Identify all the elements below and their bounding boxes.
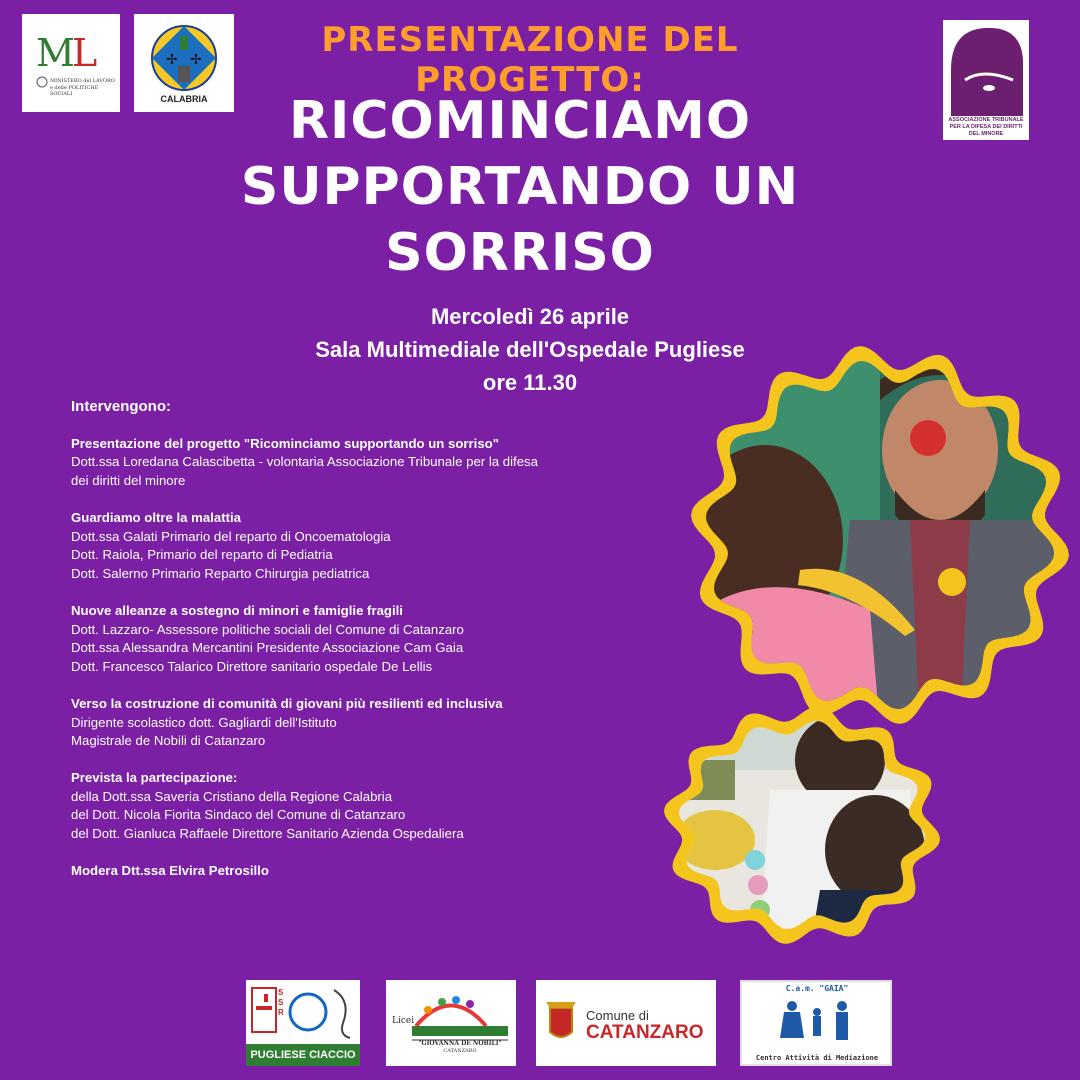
event-place: Sala Multimediale dell'Ospedale Pugliese (315, 337, 745, 362)
section-line: della Dott.ssa Saveria Cristiano della Regione Calabria (71, 788, 393, 804)
section-line: Dott. Lazzaro- Assessore politiche sociali del Comune di Catanzaro (71, 621, 464, 637)
tribunale-logo (943, 20, 1029, 140)
calabria-label: CALABRIA (160, 94, 208, 104)
comune-line1: Comune di (586, 1008, 649, 1023)
event-date: Mercoledì 26 aprile (430, 304, 630, 329)
svg-text:✢: ✢ (190, 52, 202, 68)
section-title: Prevista la partecipazione: (71, 770, 238, 786)
title-line-1: RICOMINCIAMO (288, 91, 752, 151)
liceo-city: CATANZARO (443, 1048, 477, 1054)
family-icon (742, 994, 892, 1054)
kids-photo (660, 700, 945, 950)
svg-text:✢: ✢ (166, 52, 178, 68)
page-title (220, 88, 820, 286)
catanzaro-crest-icon (536, 980, 586, 1066)
event-time: ore 11.30 (482, 370, 578, 395)
svg-text:L: L (72, 31, 98, 75)
moderator: Modera Dtt.ssa Elvira Petrosillo (71, 863, 269, 879)
liceo-label: Licei (392, 1016, 415, 1026)
comune-line2: CATANZARO (586, 1022, 704, 1043)
ministero-line2: e delle POLITICHE SOCIALI (50, 85, 99, 97)
ministero-logo (22, 14, 120, 112)
title-line-3: SORRISO (385, 223, 655, 283)
program-section (71, 435, 541, 491)
program-section (71, 769, 541, 843)
section-title: Nuove alleanze a sostegno di minori e famiglie fragili (71, 602, 403, 618)
section-line: Dott. Francesco Talarico Direttore sanitario ospedale De Lellis (71, 658, 433, 674)
liceo-logo (386, 980, 516, 1066)
gaia-subtitle: Centro Attività di Mediazione (755, 1054, 879, 1062)
tribunale-line2: PER LA DIFESA DEI DIRITTI (949, 124, 1023, 130)
section-line: Dott. Raiola, Primario del reparto di Pediatria (71, 547, 333, 563)
program-section (71, 509, 541, 583)
program (71, 398, 541, 881)
program-section (71, 602, 541, 676)
tribunale-line1: ASSOCIAZIONE TRIBUNALE (948, 117, 1024, 123)
section-title: Guardiamo oltre la malattia (71, 509, 242, 525)
ssr-label: SSR (278, 988, 284, 1017)
section-line: Dott.ssa Galati Primario del reparto di Oncoematologia (71, 528, 391, 544)
section-line: Dirigente scolastico dott. Gagliardi dell'Istituto (71, 714, 337, 730)
section-line: del Dott. Gianluca Raffaele Direttore Sanitario Azienda Ospedaliera (71, 826, 464, 842)
child-face-icon (943, 20, 1029, 116)
pugliese-label: PUGLIESE CIACCIO (246, 1044, 360, 1066)
program-section (71, 695, 541, 751)
liceo-name: "GIOVANNA DE NOBILI" (418, 1040, 502, 1047)
gaia-title: C.a.m. "GAIA" (785, 984, 849, 993)
clown-photo (680, 340, 1080, 730)
svg-text:M: M (36, 31, 75, 75)
section-line: Dott. Salerno Primario Reparto Chirurgia pediatrica (71, 565, 370, 581)
hospital-cross-icon (246, 980, 360, 1042)
section-line: Dott.ssa Alessandra Mercantini Presidente Associazione Cam Gaia (71, 640, 464, 656)
comune-catanzaro-logo (536, 980, 716, 1066)
title-line-2: SUPPORTANDO UN (240, 157, 800, 217)
cam-gaia-logo (740, 980, 892, 1066)
section-line: Dott.ssa Loredana Calascibetta - volontaria Associazione Tribunale per la difesa dei diritti del minore (71, 454, 538, 488)
kicker-title: PRESENTAZIONE DEL PROGETTO: (321, 20, 739, 100)
section-line: del Dott. Nicola Fiorita Sindaco del Comune di Catanzaro (71, 807, 406, 823)
calabria-logo (134, 14, 234, 112)
program-heading: Intervengono: (71, 398, 171, 415)
ministero-line1: MINISTERO del LAVORO (50, 78, 115, 84)
section-line: Magistrale de Nobili di Catanzaro (71, 733, 266, 749)
tribunale-line3: DEL MINORE (968, 131, 1004, 137)
section-title: Presentazione del progetto "Ricominciamo supportando un sorriso" (71, 435, 499, 451)
ministero-emblem-icon (22, 14, 120, 112)
pugliese-ciaccio-logo (246, 980, 360, 1066)
section-title: Verso la costruzione di comunità di giovani più resilienti ed inclusiva (71, 695, 503, 711)
